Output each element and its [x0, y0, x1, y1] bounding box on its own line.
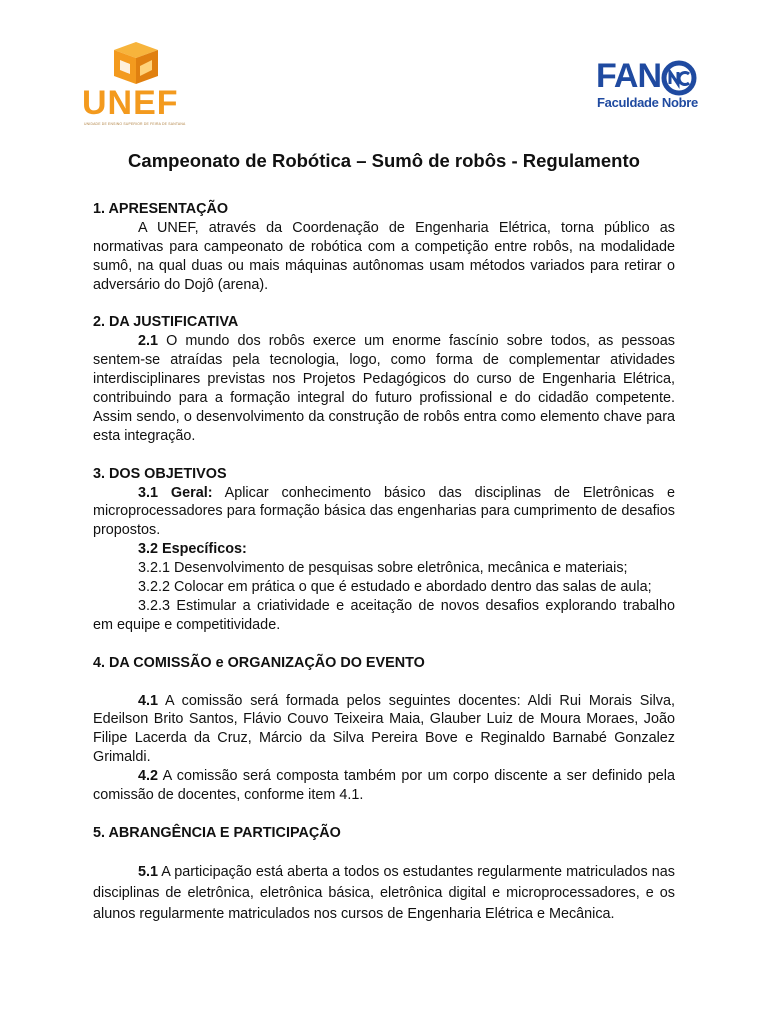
paragraph-text: A participação está aberta a todos os estudantes regularmente matriculados nas disciplinas de eletrônica, eletrônica básica, eletrônica digital e microprocessadores, e os alunos regularmente matriculados nos cursos de Engenharia Elétrica e Mecânica. [93, 863, 675, 922]
section-3-especificos-heading [93, 540, 675, 559]
item-number: 4.2 [138, 768, 159, 785]
section-4-heading: 4. DA COMISSÃO e ORGANIZAÇÃO DO EVENTO [93, 654, 425, 671]
fan-emblem-icon [658, 58, 700, 98]
unef-logo-text: UNEF [82, 84, 179, 122]
paragraph-text: A comissão será composta também por um corpo discente a ser definido pela comissão de docentes, conforme item 4.1. [93, 768, 675, 804]
section-5-heading: 5. ABRANGÊNCIA E PARTICIPAÇÃO [93, 824, 341, 841]
unef-logo [80, 40, 200, 130]
section-4-paragraph-1 [93, 692, 675, 768]
paragraph-text: A comissão será formada pelos seguintes docentes: Aldi Rui Morais Silva, Edeilson Brito Santos, Flávio Couvo Teixeira Maia, Glauber Luiz de Moura Moraes, João Filipe Lacerda da Cruz, Márcio da Silva Pereira Bove e Reginaldo Barnabé Gonzalez Grimaldi. [93, 692, 675, 766]
item-number: 3.2 Específicos: [138, 541, 247, 558]
fan-logo-text: FAN [596, 57, 661, 95]
unef-logo-subtitle: UNIDADE DE ENSINO SUPERIOR DE FEIRA DE SANTANA [84, 122, 186, 126]
paragraph-text: Aplicar conhecimento básico das disciplinas de Eletrônicas e microprocessadores para formação básica das engenharias para cumprimento de desafios propostos. [93, 484, 675, 539]
fan-logo [596, 58, 706, 114]
section-1-heading: 1. APRESENTAÇÃO [93, 201, 229, 217]
fan-logo-subtitle: Faculdade Nobre [597, 95, 698, 110]
section-3-item-1: 3.2.1 Desenvolvimento de pesquisas sobre eletrônica, mecânica e materiais; [138, 560, 628, 577]
section-2-heading: 2. DA JUSTIFICATIVA [93, 314, 239, 331]
section-3-item-2: 3.2.2 Colocar em prática o que é estudado e abordado dentro das salas de aula; [138, 579, 652, 596]
item-number: 5.1 [138, 863, 159, 880]
section-4-paragraph-2 [93, 767, 675, 805]
section-3-heading: 3. DOS OBJETIVOS [93, 465, 227, 482]
item-number: 2.1 [138, 333, 159, 350]
document-body [93, 148, 675, 925]
item-number: 3.1 Geral: [138, 484, 213, 501]
paragraph-text: O mundo dos robôs exerce um enorme fascínio sobre todos, as pessoas sentem-se atraídas pela tecnologia, logo, como forma de complementar atividades interdisciplinares previstas nos Projetos Pedagógicos do curso de Engenharia Elétrica, contribuindo para a formação integral do futuro profissional e do cidadão competente. Assim sendo, o desenvolvimento da construção de robôs entra como elemento chave para esta integração. [93, 333, 675, 444]
section-3-geral [93, 484, 675, 541]
section-5-paragraph-1 [93, 862, 675, 925]
page-title: Campeonato de Robótica – Sumô de robôs - Regulamento [128, 150, 640, 171]
section-1-body: A UNEF, através da Coordenação de Engenharia Elétrica, torna público as normativas para campeonato de robótica com a competição entre robôs, na modalidade sumô, na qual duas ou mais máquinas autônomas usam métodos variados para retirar o adversário do Dojô (arena). [93, 219, 675, 293]
box-icon [106, 40, 166, 90]
section-2-paragraph-1 [93, 332, 675, 445]
section-3-item-3: 3.2.3 Estimular a criatividade e aceitação de novos desafios explorando trabalho em equipe e competitividade. [93, 598, 675, 633]
item-number: 4.1 [138, 692, 159, 709]
